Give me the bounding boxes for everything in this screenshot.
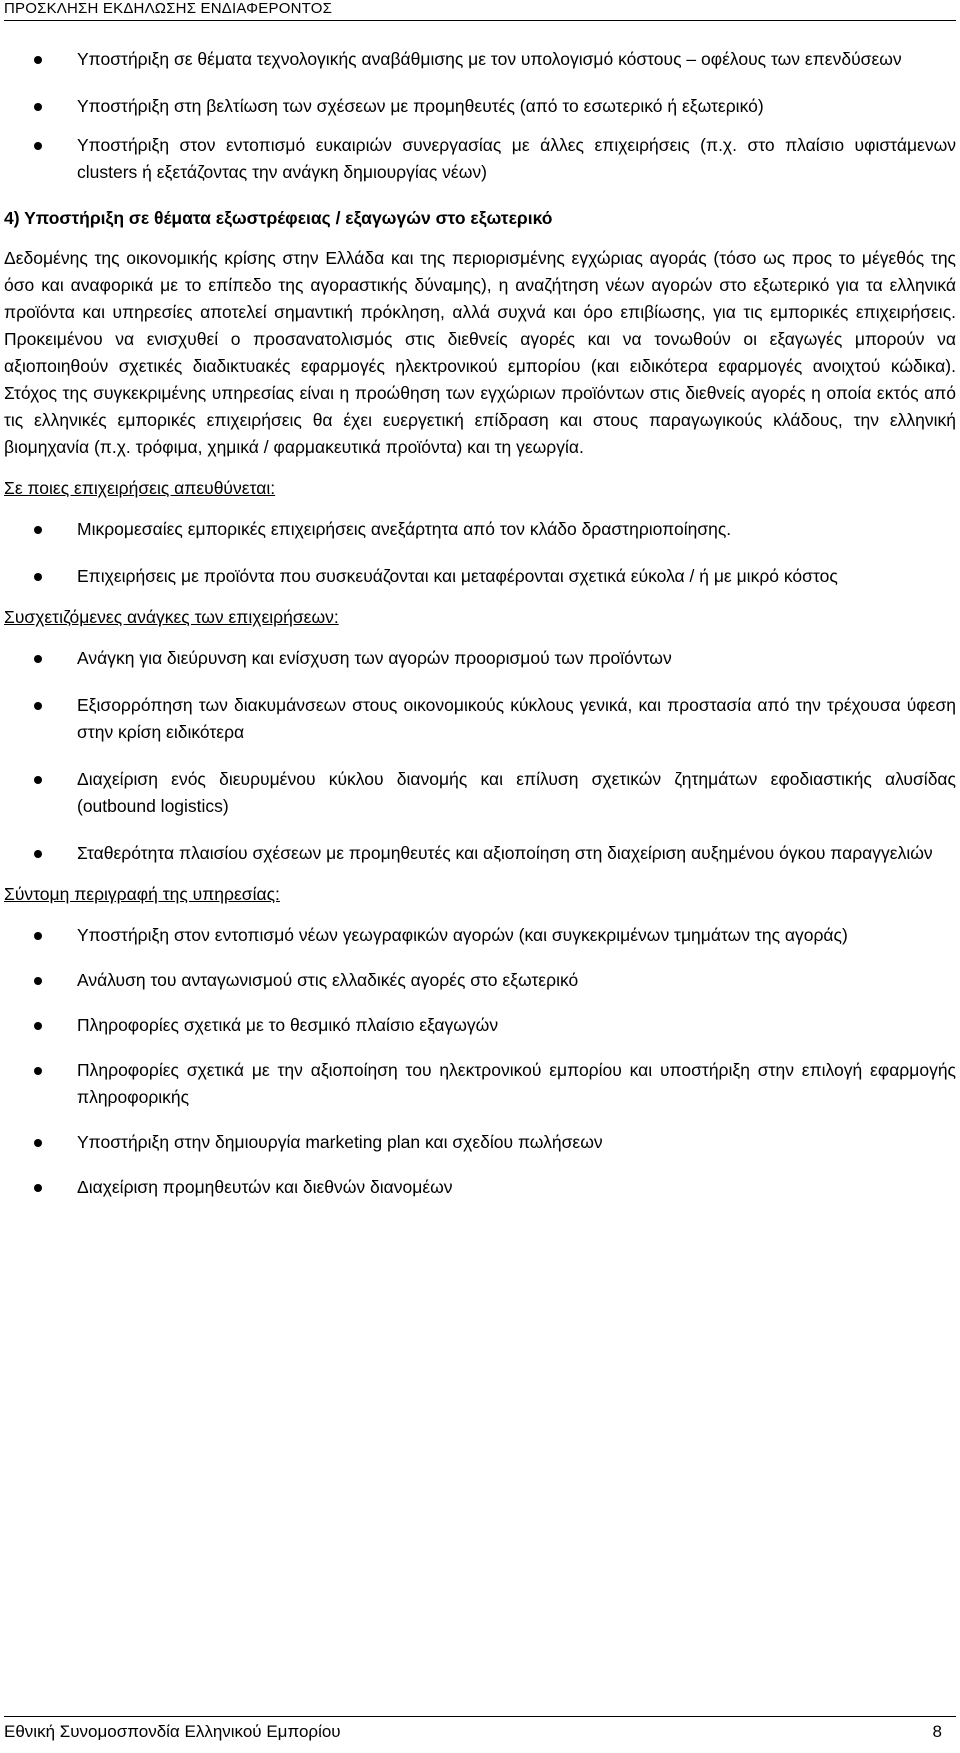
header-title: ΠΡΟΣΚΛΗΣΗ ΕΚΔΗΛΩΣΗΣ ΕΝΔΙΑΦΕΡΟΝΤΟΣ bbox=[4, 0, 333, 17]
list-item: Πληροφορίες σχετικά με το θεσμικό πλαίσιο εξαγωγών bbox=[4, 1012, 956, 1039]
document-body bbox=[4, 46, 956, 1201]
list-item: Εξισορρόπηση των διακυμάνσεων στους οικονομικούς κύκλους γενικά, και προστασία από την τρέχουσα ύφεση στην κρίση ειδικότερα bbox=[4, 692, 956, 746]
page-header bbox=[4, 0, 956, 21]
list-item: Σταθερότητα πλαισίου σχέσεων με προμηθευτές και αξιοποίηση στη διαχείριση αυξημένου όγκου παραγγελιών bbox=[4, 840, 956, 867]
list-item: Επιχειρήσεις με προϊόντα που συσκευάζονται και μεταφέρονται σχετικά εύκολα / ή με μικρό κόστος bbox=[4, 563, 956, 590]
list-item: Πληροφορίες σχετικά με την αξιοποίηση του ηλεκτρονικού εμπορίου και υποστήριξη στην επιλογή εφαρμογής πληροφορικής bbox=[4, 1057, 956, 1111]
list-item: Διαχείριση ενός διευρυμένου κύκλου διανομής και επίλυση σχετικών ζητημάτων εφοδιαστικής αλυσίδας (outbound logistics) bbox=[4, 766, 956, 820]
list-item: Υποστήριξη στην δημιουργία marketing plan και σχεδίου πωλήσεων bbox=[4, 1129, 956, 1156]
list-item: Υποστήριξη στον εντοπισμό ευκαιριών συνεργασίας με άλλες επιχειρήσεις (π.χ. στο πλαίσιο υφιστάμενων clusters ή εξετάζοντας την ανάγκη δημιουργίας νέων) bbox=[4, 132, 956, 186]
page-footer bbox=[4, 1716, 956, 1743]
description-heading: Σύντομη περιγραφή της υπηρεσίας: bbox=[4, 884, 280, 904]
section-heading: 4) Υποστήριξη σε θέματα εξωστρέφειας / εξαγωγών στο εξωτερικό bbox=[4, 208, 553, 228]
section-paragraph: Δεδομένης της οικονομικής κρίσης στην Ελλάδα και της περιορισμένης εγχώριας αγοράς (τόσο ως προς το μέγεθός της όσο και αναφορικά με το επίπεδο της αγοραστικής δύναμης), η αναζήτηση νέων αγορών στο εξωτερικό για τα ελληνικά προϊόντα και υπηρεσίες αποτελεί σημαντική πρόκληση, αλλά συχνά και όρο επιβίωσης, για τις εμπορικές επιχειρήσεις. Προκειμένου να ενισχυθεί ο προσανατολισμός στις διεθνείς αγορές και να τονωθούν οι εξαγωγές μπορούν να αξιοποιηθούν σχετικές διαδικτυακές εφαρμογές ηλεκτρονικού εμπορίου (και ειδικότερα εφαρμογές ανοιχτού κώδικα). Στόχος της συγκεκριμένης υπηρεσίας είναι η προώθηση των εγχώριων προϊόντων στις διεθνείς αγορές η οποία εκτός από τις ελληνικές εμπορικές επιχειρήσεις θα έχει ευεργετική επίδραση και στους παραγωγικούς κλάδους, την ελληνική βιομηχανία (π.χ. τρόφιμα, χημικά / φαρμακευτικά προϊόντα) και τη γεωργία. bbox=[4, 248, 956, 457]
list-item: Υποστήριξη σε θέματα τεχνολογικής αναβάθμισης με τον υπολογισμό κόστους – οφέλους των επενδύσεων bbox=[4, 46, 956, 73]
list-item: Υποστήριξη στον εντοπισμό νέων γεωγραφικών αγορών (και συγκεκριμένων τμημάτων της αγοράς) bbox=[4, 922, 956, 949]
footer-organization: Εθνική Συνομοσπονδία Ελληνικού Εμπορίου bbox=[4, 1722, 341, 1741]
list-item: Υποστήριξη στη βελτίωση των σχέσεων με προμηθευτές (από το εσωτερικό ή εξωτερικό) bbox=[4, 93, 956, 120]
list-item: Ανάλυση του ανταγωνισμού στις ελλαδικές αγορές στο εξωτερικό bbox=[4, 967, 956, 994]
list-item: Διαχείριση προμηθευτών και διεθνών διανομέων bbox=[4, 1174, 956, 1201]
description-list bbox=[4, 922, 956, 1201]
target-heading: Σε ποιες επιχειρήσεις απευθύνεται: bbox=[4, 478, 276, 498]
list-item: Ανάγκη για διεύρυνση και ενίσχυση των αγορών προορισμού των προϊόντων bbox=[4, 645, 956, 672]
intro-bullet-list bbox=[4, 46, 956, 186]
list-item: Μικρομεσαίες εμπορικές επιχειρήσεις ανεξάρτητα από τον κλάδο δραστηριοποίησης. bbox=[4, 516, 956, 543]
needs-heading: Συσχετιζόμενες ανάγκες των επιχειρήσεων: bbox=[4, 607, 339, 627]
needs-list bbox=[4, 645, 956, 867]
page-number: 8 bbox=[932, 1722, 942, 1741]
target-list bbox=[4, 516, 956, 590]
